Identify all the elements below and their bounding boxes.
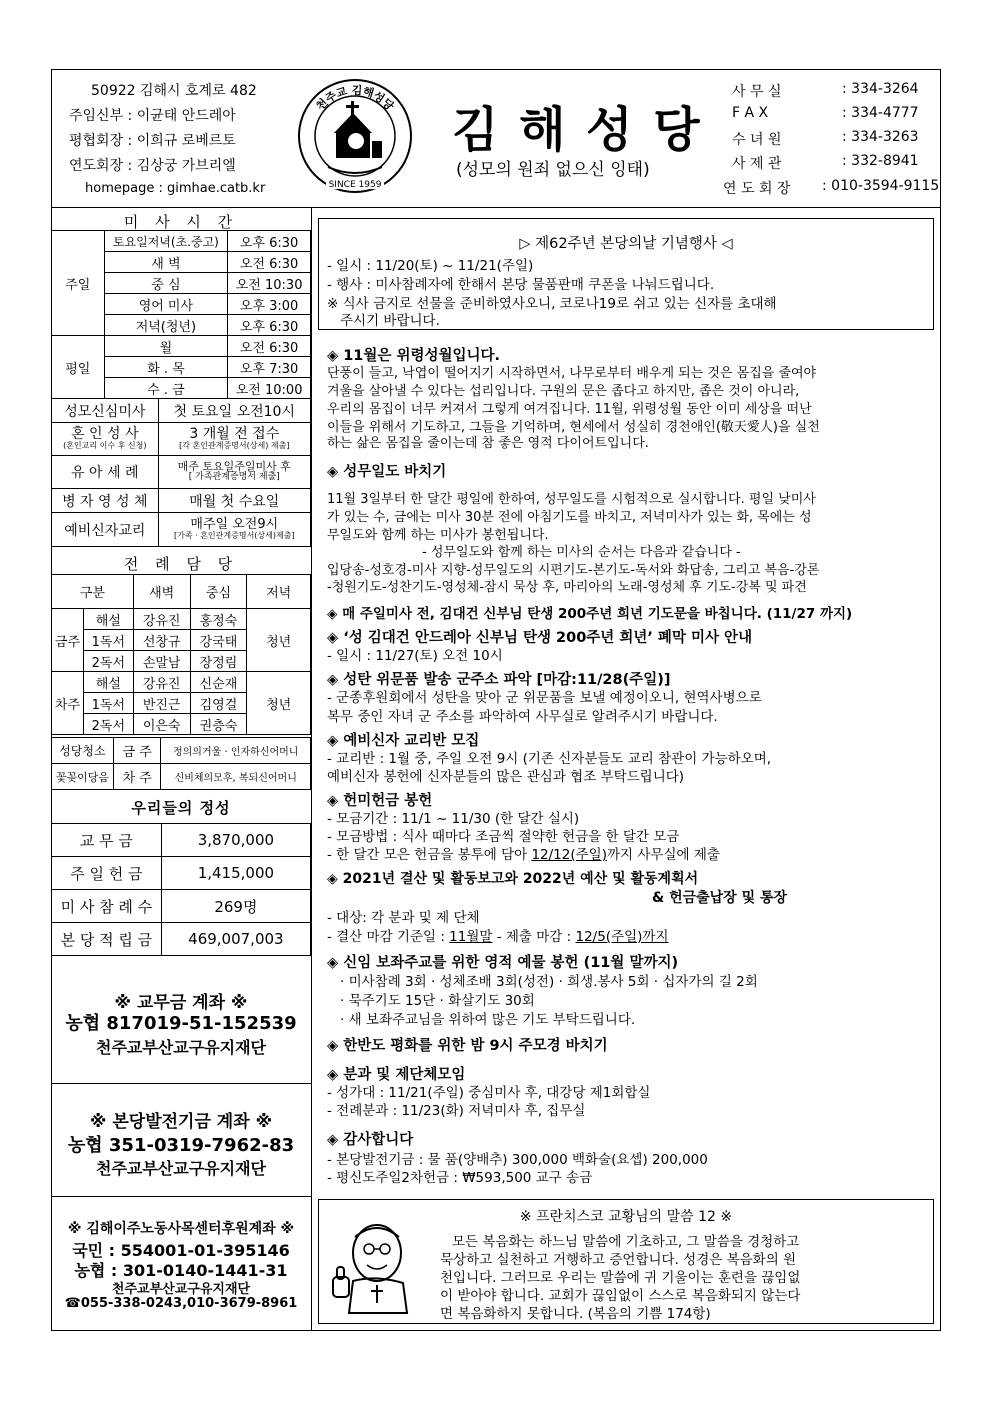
sacraments-table — [51, 398, 311, 547]
offering-value: 3,870,000 — [161, 824, 310, 857]
notice-line: 이들을 위해서 기도하고, 그들을 기억하며, 현세에서 성실히 경천애인(敬天愛人)을 실천 — [327, 420, 820, 435]
person: 손말남 — [133, 651, 190, 672]
anniversary-line: ※ 식사 금지로 선물을 준비하였사오니, 코로나19로 쉬고 있는 신자를 초대해 — [327, 296, 777, 312]
parish-logo — [296, 77, 414, 195]
role: 2독서 — [83, 714, 133, 735]
notice-line: - 전례분과 : 11/23(화) 저녁미사 후, 집무실 — [327, 1103, 586, 1119]
anniversary-line: - 행사 : 미사참례자에 한해서 본당 물품판매 쿠폰을 나눠드립니다. — [327, 277, 715, 293]
deadline-date: 12/12(주일) — [531, 847, 607, 863]
mass-time: 오후 3:00 — [228, 294, 311, 315]
notice-line — [327, 925, 669, 945]
role: 해설 — [83, 609, 133, 630]
account-number: 농협 817019-51-152539 — [65, 1013, 297, 1034]
person: 강유진 — [133, 672, 190, 693]
liturgy-header: 중심 — [190, 575, 247, 609]
week-label: 차 주 — [113, 764, 161, 790]
svg-text:SINCE 1959: SINCE 1959 — [328, 180, 382, 190]
notice-heading: ◈ 분과 및 제단체모임 — [327, 1067, 466, 1083]
notice-line: - 모금기간 : 11/1 ~ 11/30 (한 달간 실시) — [327, 811, 580, 827]
person: 선창규 — [133, 630, 190, 651]
notice-heading: ◈ 11월은 위령성월입니다. — [327, 348, 500, 364]
sacrament-value: 매주 토요일주일미사 후 — [177, 460, 291, 473]
address: 50922 김해시 호계로 482 — [91, 83, 257, 99]
mass-name: 토요일저녁(초.중고) — [104, 231, 228, 252]
pope-quote-line: 모든 복음화는 하느님 말씀에 기초하고, 그 말씀을 경청하고 — [452, 1234, 800, 1250]
sacrament-note: (혼인교리 이수 후 신청) — [63, 441, 147, 451]
sacrament-note: [각 혼인관계증명서(상세) 제출] — [179, 441, 290, 451]
page-subtitle: (성모의 원죄 없으신 잉태) — [456, 160, 650, 180]
week-label: 금 주 — [113, 738, 161, 764]
labor-phone: ☎055-338-0243,010-3679-8961 — [64, 1296, 298, 1311]
notice-line: - 군종후원회에서 성탄을 맞아 군 위문품을 보낼 예정이오니, 현역사병으로 — [327, 690, 762, 706]
person: 강국태 — [190, 630, 247, 651]
duty-value: 신비체의모후, 복되신어머니 — [161, 764, 311, 790]
pastor: 주임신부 : 이균태 안드레아 — [69, 108, 236, 124]
labor-kb: 국민 : 554001-01-395146 — [72, 1241, 290, 1260]
liturgy-header: 저녁 — [247, 575, 311, 609]
pope-quote-line: 이 받아야 합니다. 교회가 끊임없이 스스로 복음화되지 않는다 — [440, 1288, 801, 1304]
pope-cartoon-icon — [327, 1215, 415, 1315]
duty-table — [51, 737, 311, 790]
person: 반진근 — [133, 693, 190, 714]
youth-president: 연도회장 : 김상궁 가브리엘 — [69, 158, 236, 174]
contact-value: : 334-3264 — [842, 81, 919, 97]
role: 해설 — [83, 672, 133, 693]
notice-line: 예비신자 봉헌에 신자분들의 많은 관심과 협조 부탁드립니다) — [327, 769, 685, 785]
notice-line: 단풍이 들고, 낙엽이 떨어지기 시작하면서, 나무로부터 배우게 되는 것은 몸집을 줄여야 — [327, 366, 817, 381]
notice-line: 11월 3일부터 한 달간 평일에 한하여, 성무일도를 시험적으로 실시합니다. 평일 낮미사 — [327, 492, 816, 507]
person: 홍정숙 — [190, 609, 247, 630]
notice-heading: ◈ 감사합니다 — [327, 1132, 414, 1148]
offering-name: 교 무 금 — [52, 824, 162, 857]
notice-line: 가 있는 수, 금에는 미사 30분 전에 아침기도를 바치고, 저녁미사가 있는 화, 목에는 성 — [327, 510, 812, 525]
sacrament-note: [가족 · 혼인관계증명서(상세)제출] — [174, 531, 295, 541]
notice-heading: ◈ 2021년 결산 및 활동보고와 2022년 예산 및 활동계획서 — [327, 871, 699, 887]
pope-quote-line: 천입니다. 그러므로 우리는 말씀에 귀 기울이는 훈련을 끊임없 — [440, 1270, 801, 1286]
contact-label: 사 무 실 — [732, 84, 782, 100]
contact-value: : 334-3263 — [842, 129, 919, 145]
notice-line: · 새 보좌주교님을 위하여 많은 기도 부탁드립니다. — [340, 1012, 636, 1028]
notice-line: - 성무일도와 함께 하는 미사의 순서는 다음과 같습니다 - — [422, 545, 741, 560]
mass-time: 오후 6:30 — [228, 315, 311, 336]
labor-title: ※ 김해이주노동사목센터후원계좌 ※ — [67, 1221, 295, 1237]
offering-table — [51, 823, 311, 956]
svg-text:천주교 김해성당: 천주교 김해성당 — [313, 83, 397, 113]
person: 청년 — [247, 609, 311, 672]
notice-heading: ◈ 매 주일미사 전, 김대건 신부님 탄생 200주년 희년 기도문을 바칩니다. (11/27 까지) — [327, 606, 853, 622]
person: 강유진 — [133, 609, 190, 630]
deadline-date: 12/5(주일)까지 — [575, 929, 669, 945]
role: 2독서 — [83, 651, 133, 672]
notice-line: - 교리반 : 1월 중, 주일 오전 9시 (기존 신자분들도 교리 참관이 가능하오며, — [327, 751, 772, 767]
person: 김영걸 — [190, 693, 247, 714]
notice-line: - 모금방법 : 식사 때마다 조금씩 절약한 헌금을 한 달간 모금 — [327, 829, 680, 845]
pope-quote-line: 면 복음화하지 못합니다. (복음의 기쁨 174항) — [440, 1306, 711, 1322]
mass-time: 오후 6:30 — [228, 231, 311, 252]
text-span: - 한 달간 모은 헌금을 봉투에 담아 — [327, 847, 532, 863]
contact-label: 연 도 회 장 — [723, 181, 791, 197]
notice-line: - 일시 : 11/27(토) 오전 10시 — [327, 648, 503, 664]
column-divider — [311, 207, 312, 1331]
account-title: ※ 본당발전기금 계좌 ※ — [89, 1112, 273, 1132]
mass-times-table — [51, 230, 311, 399]
week-label: 금주 — [52, 609, 84, 672]
duty-label: 꽃꽂이당음 — [52, 764, 114, 790]
sacrament-name: 유 아 세 례 — [52, 456, 159, 489]
mass-name: 수 . 금 — [104, 378, 228, 399]
sacrament-name: 병 자 영 성 체 — [52, 489, 159, 513]
sacrament-note: [ 가족관계증명서 제출] — [188, 472, 280, 483]
council-president: 평협회장 : 이희규 로베르토 — [69, 133, 236, 149]
offering-value: 469,007,003 — [161, 923, 310, 956]
offering-name: 본 당 적 립 금 — [52, 923, 162, 956]
notice-line: 겨울을 살아낼 수 있다는 섭리입니다. 구원의 문은 좁다고 하지만, 좁은 것이 아니라, — [327, 384, 800, 399]
anniversary-title: ▷ 제62주년 본당의날 기념행사 ◁ — [519, 236, 733, 252]
liturgy-title: 전 례 담 당 — [123, 555, 239, 573]
liturgy-header: 구분 — [52, 575, 134, 609]
offering-name: 미 사 참 례 수 — [52, 890, 162, 923]
account-number: 농협 351-0319-7962-83 — [67, 1135, 295, 1156]
text-span: - 결산 마감 기준일 : — [327, 929, 450, 945]
offering-name: 주 일 헌 금 — [52, 857, 162, 890]
cutoff-date: 11월말 — [449, 929, 493, 945]
mass-time: 오전 10:30 — [228, 273, 311, 294]
offering-value: 269명 — [161, 890, 310, 923]
mass-time: 오후 7:30 — [228, 357, 311, 378]
header-divider — [51, 207, 941, 208]
notice-line: - 성가대 : 11/21(주일) 중심미사 후, 대강당 제1회합실 — [327, 1085, 651, 1101]
divider — [51, 1083, 311, 1084]
person: 권층숙 — [190, 714, 247, 735]
pope-title: ※ 프란치스코 교황님의 말씀 12 ※ — [519, 1209, 733, 1225]
week-label: 차주 — [52, 672, 84, 735]
notice-line: · 묵주기도 15단 · 화살기도 30회 — [340, 993, 535, 1009]
mass-name: 영어 미사 — [104, 294, 228, 315]
sunday-label: 주일 — [52, 231, 105, 336]
notice-line: 무일도와 함께 하는 미사가 봉헌됩니다. — [327, 528, 549, 543]
notice-line: -청원기도-성찬기도-영성체-잠시 묵상 후, 마리아의 노래-영성체 후 기도-강복 및 파견 — [327, 580, 807, 595]
notice-line — [327, 843, 720, 863]
liturgy-table — [51, 574, 311, 735]
sacrament-value: 매주일 오전9시 — [190, 516, 279, 532]
person: 장정림 — [190, 651, 247, 672]
pope-quote-line: 묵상하고 실천하고 거행하고 증언합니다. 성경은 복음화의 원 — [440, 1252, 797, 1268]
duty-label: 성당청소 — [52, 738, 114, 764]
mass-time: 오전 6:30 — [228, 252, 311, 273]
account-title: ※ 교무금 계좌 ※ — [114, 993, 248, 1013]
labor-owner: 천주교부산교구유지재단 — [111, 1282, 251, 1297]
contact-label: 수 녀 원 — [732, 132, 782, 148]
notice-heading: ◈ 한반도 평화를 위한 밤 9시 주모경 바치기 — [327, 1038, 608, 1054]
notice-line: - 평신도주일2차헌금 : ₩593,500 교구 송금 — [327, 1170, 593, 1186]
contact-label: 사 제 관 — [732, 156, 782, 172]
sacrament-name: 성모신심미사 — [52, 399, 159, 423]
offering-title: 우리들의 정성 — [131, 799, 231, 817]
sacrament-value: 첫 토요일 오전10시 — [158, 399, 310, 423]
mass-name: 화 . 목 — [104, 357, 228, 378]
anniversary-line: - 일시 : 11/20(토) ~ 11/21(주일) — [327, 258, 534, 274]
contact-value: : 334-4777 — [842, 105, 919, 121]
notice-heading: ◈ 성탄 위문품 발송 군주소 파악 [마감:11/28(주일)] — [327, 672, 671, 688]
sacrament-value: 매월 첫 수요일 — [158, 489, 310, 513]
sacrament-name: 예비신자교리 — [52, 513, 159, 547]
mass-name: 중 심 — [104, 273, 228, 294]
liturgy-header: 새벽 — [133, 575, 190, 609]
notice-line: 입당송-성호경-미사 지향-성무일도의 시편기도-본기도-독서와 화답송, 그리고 복음-강론 — [327, 563, 820, 578]
account-owner: 천주교부산교구유지재단 — [95, 1159, 267, 1178]
notice-heading: ◈ 예비신자 교리반 모집 — [327, 733, 480, 749]
notice-line: 복무 중인 자녀 군 주소를 파악하여 사무실로 알려주시기 바랍니다. — [327, 709, 718, 725]
mass-name: 저녁(청년) — [104, 315, 228, 336]
mass-times-title: 미 사 시 간 — [123, 213, 239, 231]
notice-line: - 본당발전기금 : 물 품(양배추) 300,000 백화술(요셉) 200,000 — [327, 1152, 708, 1168]
mass-time: 오전 6:30 — [228, 336, 311, 357]
person: 청년 — [247, 672, 311, 735]
offering-value: 1,415,000 — [161, 857, 310, 890]
person: 신순재 — [190, 672, 247, 693]
homepage: homepage : gimhae.catb.kr — [85, 181, 266, 196]
notice-line: - 대상: 각 분과 및 제 단체 — [327, 910, 480, 926]
contact-label: F A X — [732, 105, 769, 121]
mass-name: 월 — [104, 336, 228, 357]
notice-line: 우리의 몸집이 너무 커져서 그렇게 여겨집니다. 11월, 위령성월 동안 이미 세상을 떠난 — [327, 402, 812, 417]
notice-heading: ◈ 신임 보좌주교를 위한 영적 예물 봉헌 (11월 말까지) — [327, 955, 679, 971]
role: 1독서 — [83, 630, 133, 651]
contact-value: : 332-8941 — [842, 153, 919, 169]
account-owner: 천주교부산교구유지재단 — [95, 1038, 267, 1057]
role: 1독서 — [83, 693, 133, 714]
anniversary-line: 주시기 바랍니다. — [340, 313, 440, 329]
text-span: 까지 사무실에 제출 — [606, 847, 720, 863]
contact-value: : 010-3594-9115 — [822, 178, 940, 194]
duty-value: 정의의거울 · 인자하신어머니 — [161, 738, 311, 764]
notice-line: 하는 삶은 몸집을 줄이는데 참 좋은 영적 다이어트입니다. — [327, 436, 649, 451]
sacrament-name: 혼 인 성 사 — [71, 425, 139, 442]
weekday-label: 평일 — [52, 336, 105, 399]
page-title: 김 해 성 당 — [452, 102, 702, 158]
person: 이은숙 — [133, 714, 190, 735]
text-span: - 제출 마감 : — [492, 929, 576, 945]
notice-heading: ◈ 헌미헌금 봉헌 — [327, 793, 433, 809]
notice-heading: ◈ 성무일도 바치기 — [327, 464, 447, 480]
notice-heading-cont: & 헌금출납장 및 통장 — [652, 890, 788, 906]
divider — [51, 1196, 311, 1197]
labor-nh: 농협 : 301-0140-1441-31 — [74, 1261, 288, 1280]
notice-heading: ◈ ‘성 김대건 안드레아 신부님 탄생 200주년 희년’ 폐막 미사 안내 — [327, 630, 753, 646]
sacrament-value: 3 개월 전 접수 — [189, 425, 280, 442]
mass-name: 새 벽 — [104, 252, 228, 273]
notice-line: · 미사참례 3회 · 성체조배 3회(성전) · 희생.봉사 5회 · 십자가의 길 2회 — [340, 974, 758, 990]
mass-time: 오전 10:00 — [228, 378, 311, 399]
